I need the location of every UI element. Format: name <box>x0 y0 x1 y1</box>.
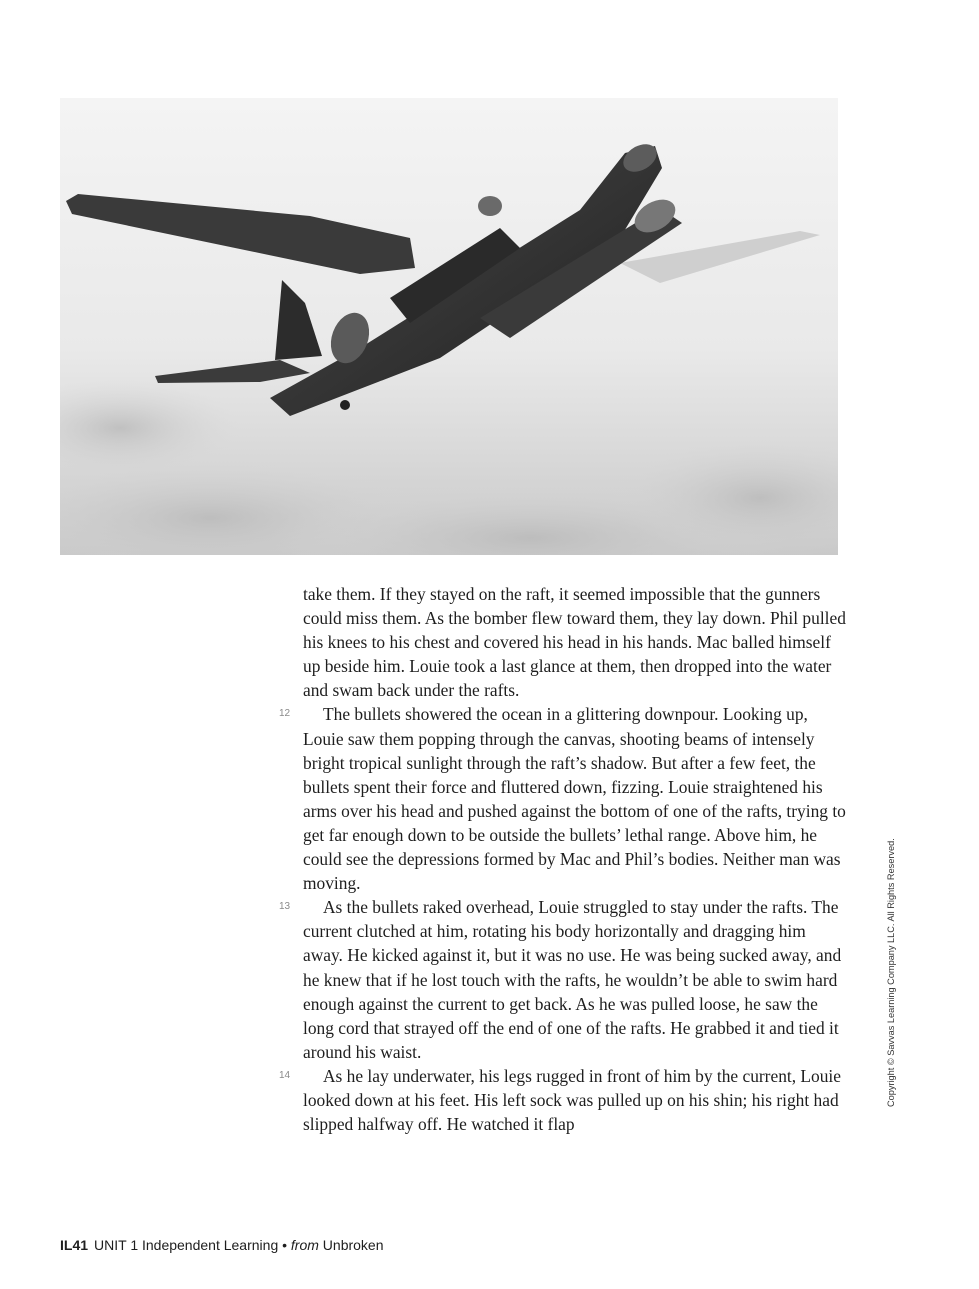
bomber-plane-photo <box>60 98 838 555</box>
paragraph-number: 13 <box>279 901 291 913</box>
page-number: IL41 <box>60 1237 89 1253</box>
paragraph <box>303 582 848 702</box>
paragraph <box>279 702 848 895</box>
paragraph-number: 14 <box>279 1069 291 1081</box>
paragraph-text: As he lay underwater, his legs rugged in front of him by the current, Louie looked down at his feet. His left sock was pulled up on his shin; his right had slipped halfway off. He watched it flap <box>303 1065 841 1135</box>
unit-label: UNIT 1 Independent Learning • <box>94 1237 288 1253</box>
from-label: from <box>290 1237 319 1253</box>
story-text <box>279 582 848 1136</box>
paragraph-text: The bullets showered the ocean in a glittering downpour. Looking up, Louie saw them popping through the canvas, shooting beams of intensely bright tropical sunlight through the raft’s shadow. But after a few feet, the bullets spent their force and fluttered down, fizzing. Louie straightened his arms over his head and pushed against the bottom of one of the rafts, trying to get far enough down to be outside the bullets’ lethal range. Above him, he could see the depressions formed by Mac and Phil’s bodies. Neither man was moving. <box>303 704 846 894</box>
copyright-notice: Copyright © Savvas Learning Company LLC. All Rights Reserved. <box>886 838 896 1107</box>
page-footer <box>60 1236 384 1254</box>
paragraph <box>279 895 848 1064</box>
paragraph-text: take them. If they stayed on the raft, it seemed impossible that the gunners could miss them. As the bomber flew toward them, they lay down. Phil pulled his knees to his chest and covered his head in his hands. Mac balled himself up beside him. Louie took a last glance at them, then dropped into the water and swam back under the rafts. <box>303 584 846 701</box>
paragraph-text: As the bullets raked overhead, Louie struggled to stay under the rafts. The current clutched at him, rotating his body horizontally and dragging him away. He kicked against it, but it was no use. He was being sucked away, and he knew that if he lost touch with the rafts, he wouldn’t be able to swim hard enough against the current to get back. As he was pulled loose, he saw the long cord that strayed off the end of one of the rafts. He grabbed it and tied it around his waist. <box>303 897 842 1062</box>
paragraph <box>279 1064 848 1136</box>
paragraph-number: 12 <box>279 708 291 720</box>
selection-title: Unbroken <box>322 1237 384 1253</box>
